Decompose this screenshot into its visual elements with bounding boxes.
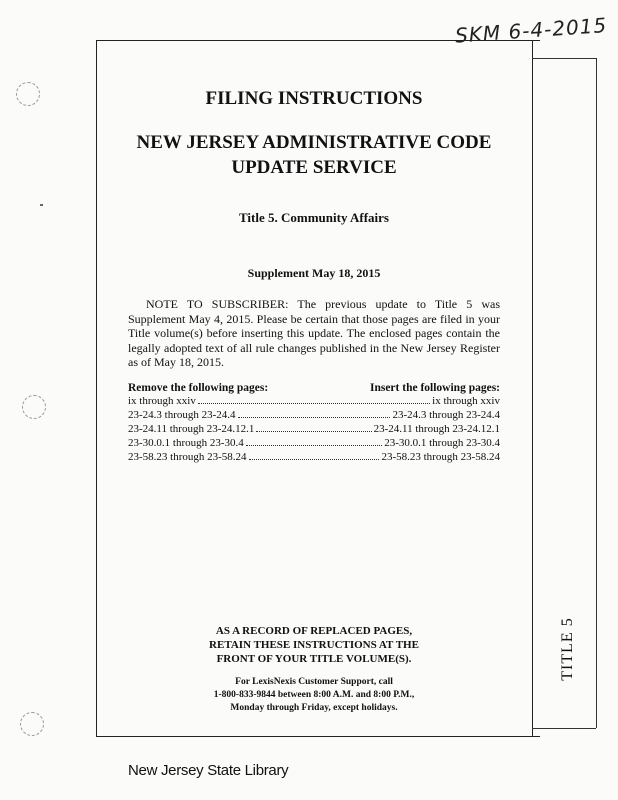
record-notice-line2: RETAIN THESE INSTRUCTIONS AT THE: [209, 639, 419, 651]
page-list-row: [128, 422, 500, 436]
dot-leader: [246, 445, 382, 446]
page-list-rows: [128, 394, 500, 464]
page-frame-left: [96, 40, 97, 736]
insert-header: Insert the following pages:: [369, 381, 500, 394]
library-stamp: New Jersey State Library: [128, 762, 289, 779]
title-subheading: Title 5. Community Affairs: [239, 210, 389, 225]
support-line2: 1-800-833-9844 between 8:00 A.M. and 8:00 P.M.,: [213, 690, 415, 700]
subscriber-note: NOTE TO SUBSCRIBER: The previous update to Title 5 was Supplement May 4, 2015. Please be certain that those pages are filed in your Title volume(s) before inserting this update. The enclosed pages contain the legally adopted text of all rule changes published in the New Jersey Register as of May 18, 2015.: [128, 297, 500, 369]
remove-pages: ix through xxiv: [128, 394, 196, 407]
page-list-row: [128, 408, 500, 422]
document-body: [128, 88, 500, 464]
page-replacement-list: [128, 382, 500, 464]
remove-pages: 23-30.0.1 through 23-30.4: [128, 436, 244, 449]
dot-leader: [238, 417, 391, 418]
tab-strip-right-border: [596, 58, 597, 728]
insert-pages: ix through xxiv: [432, 394, 500, 407]
support-line1: For LexisNexis Customer Support, call: [235, 677, 393, 687]
supplement-date: Supplement May 18, 2015: [247, 266, 381, 280]
remove-header: Remove the following pages:: [128, 381, 269, 394]
code-heading: [128, 130, 500, 180]
insert-pages: 23-24.11 through 23-24.12.1: [373, 422, 500, 435]
page-list-row: [128, 436, 500, 450]
tab-strip-bottom: [532, 728, 596, 729]
insert-pages: 23-30.0.1 through 23-30.4: [384, 436, 500, 449]
support-line3: Monday through Friday, except holidays.: [230, 703, 398, 713]
remove-pages: 23-24.3 through 23-24.4: [128, 408, 236, 421]
record-notice: [128, 624, 500, 666]
tab-strip-border: [532, 40, 533, 736]
insert-pages: 23-24.3 through 23-24.4: [392, 408, 500, 421]
page-frame-bottom: [96, 736, 540, 737]
remove-pages: 23-58.23 through 23-58.24: [128, 450, 247, 463]
code-heading-line1: NEW JERSEY ADMINISTRATIVE CODE: [136, 132, 492, 153]
record-notice-line1: AS A RECORD OF REPLACED PAGES,: [215, 625, 413, 637]
punch-hole: [22, 395, 46, 419]
code-heading-line2: UPDATE SERVICE: [231, 157, 397, 178]
customer-support-info: [128, 676, 500, 715]
record-notice-line3: FRONT OF YOUR TITLE VOLUME(S).: [216, 653, 412, 665]
page-list-row: [128, 394, 500, 408]
page-list-header: [128, 382, 500, 394]
scan-speck: [40, 204, 43, 206]
dot-leader: [249, 459, 380, 460]
insert-pages: 23-58.23 through 23-58.24: [381, 450, 500, 463]
dot-leader: [198, 403, 430, 404]
remove-pages: 23-24.11 through 23-24.12.1: [128, 422, 255, 435]
filing-instructions-heading: FILING INSTRUCTIONS: [205, 88, 423, 109]
title-tab-label: TITLE 5: [559, 617, 576, 681]
page-frame-top: [96, 40, 540, 41]
handwritten-annotation: SKM 6-4-2015: [454, 12, 608, 48]
tab-strip-top: [532, 58, 596, 59]
dot-leader: [256, 431, 371, 432]
punch-hole: [16, 82, 40, 106]
page-list-row: [128, 450, 500, 464]
punch-hole: [20, 712, 44, 736]
